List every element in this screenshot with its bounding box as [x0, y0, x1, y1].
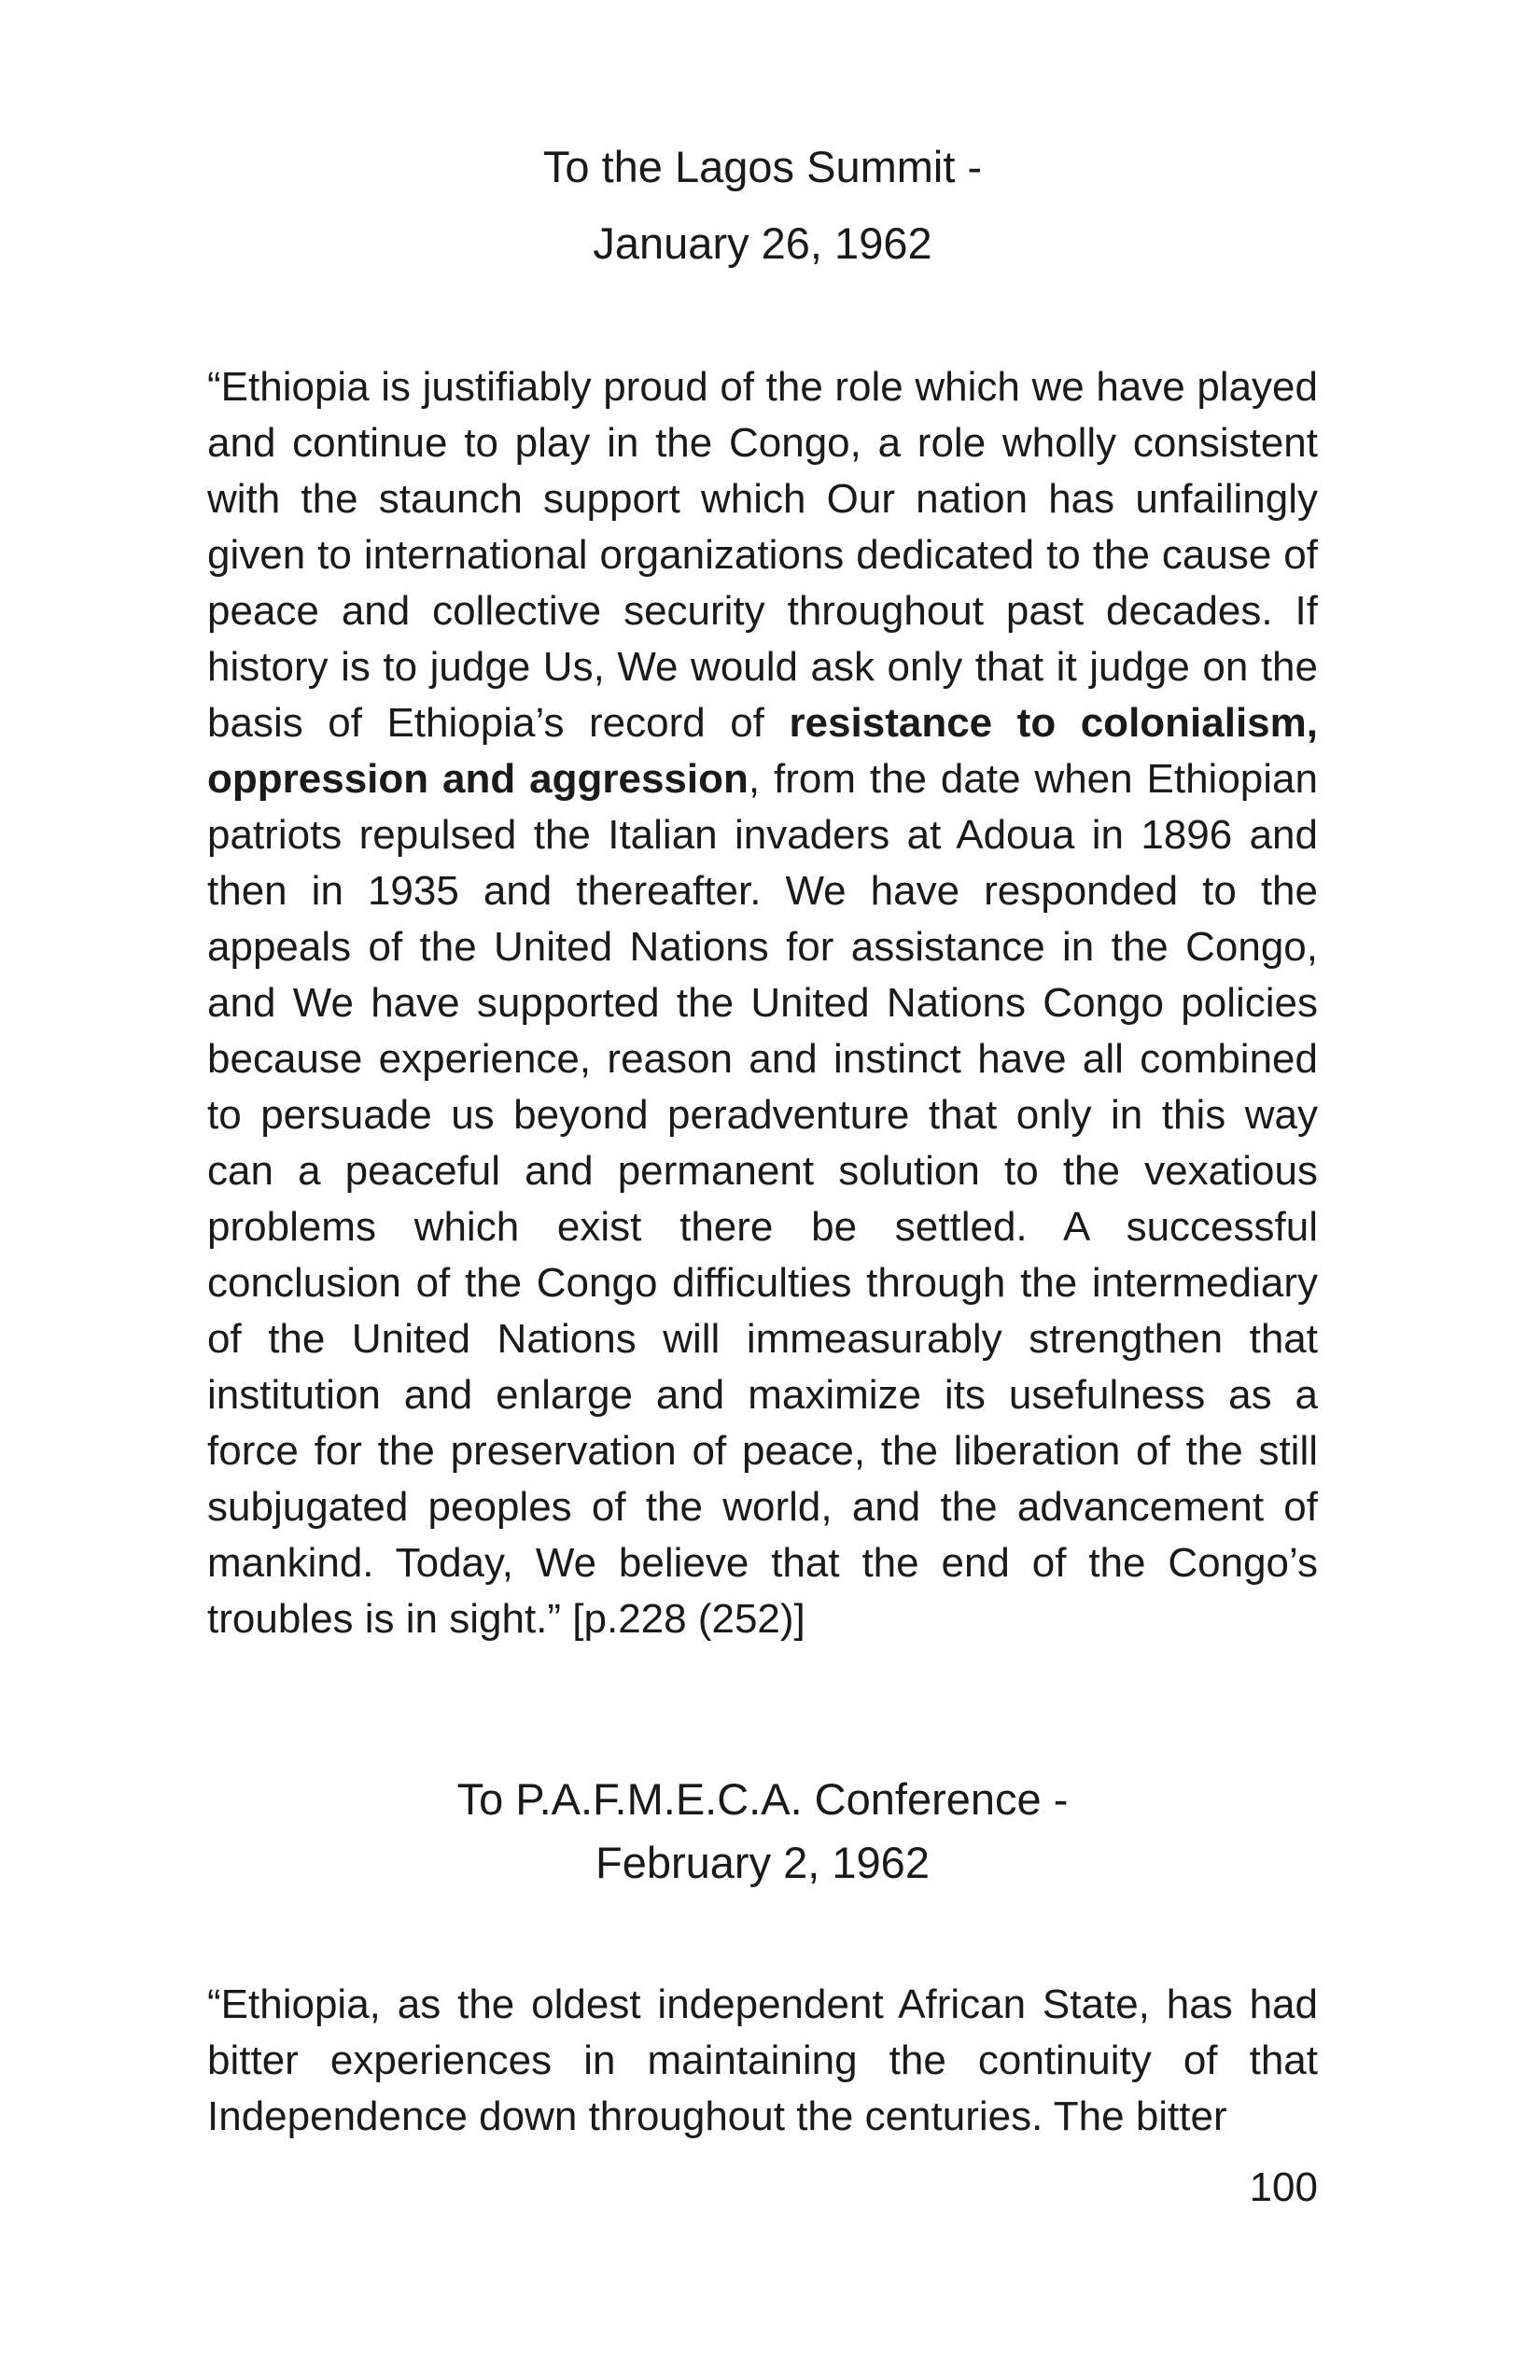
quote-paragraph	[207, 1977, 1318, 2145]
section-date: February 2, 1962	[595, 1838, 930, 1887]
section-title: To P.A.F.M.E.C.A. Conference -	[456, 1774, 1069, 1824]
bold-phrase: resistance to colonialism, oppression and aggression	[207, 700, 1319, 802]
quote-paragraph	[207, 359, 1318, 1647]
quote-text: “Ethiopia is justifiably proud of the role which we have played and continue to play in the Congo, a role wholly consistent with the staunch support which Our nation has unfailingly given to international organizations dedicated to the cause of peace and collective security throughout past decades. If history is to judge Us, We would ask only that it judge on the basis of Ethiopia’s record of	[207, 364, 1318, 746]
quote-text-continued: , from the date when Ethiopian patriots repulsed the Italian invaders at Adoua in 1896 and then in 1935 and thereafter. We have responded to the appeals of the United Nations for assistance in the Congo, and We have supported the United Nations Congo policies because experience, reason and instinct have all combined to persuade us beyond peradventure that only in this way can a peaceful and permanent solution to the vexatious problems which exist there be settled. A successful conclusion of the Congo difficulties through the intermediary of the United Nations will immeasurably strengthen that institution and enlarge and maximize its usefulness as a force for the preservation of peace, the liberation of the still subjugated peoples of the world, and the advancement of mankind. Today, We believe that the end of the Congo’s troubles is in sight.” [p.228 (252)]	[207, 756, 1318, 1642]
page-number: 100	[1249, 2164, 1318, 2210]
section-title: To the Lagos Summit -	[542, 142, 983, 191]
section-heading-pafmeca	[207, 1768, 1318, 1895]
section-date: January 26, 1962	[593, 218, 932, 268]
section-heading-lagos	[207, 129, 1318, 282]
quote-text: “Ethiopia, as the oldest independent African State, has had bitter experiences in maintaining the continuity of that Independence down throughout the centuries. The bitter	[207, 1981, 1318, 2139]
document-page	[207, 0, 1318, 2380]
